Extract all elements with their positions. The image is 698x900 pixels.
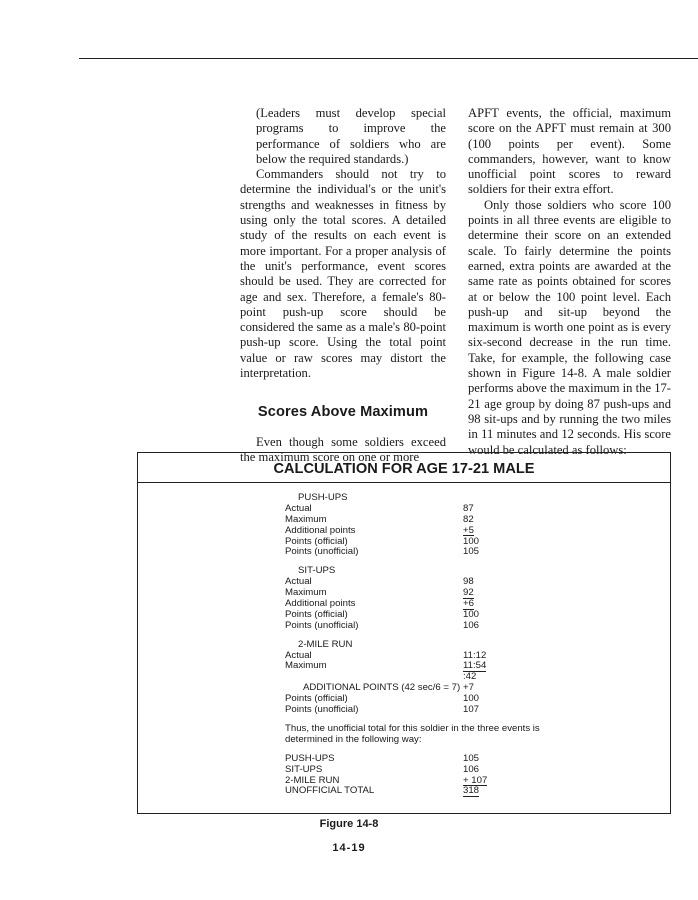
row-label: Maximum [285, 660, 327, 672]
table-row [285, 754, 585, 765]
table-row [285, 661, 585, 672]
row-value: 98 [463, 576, 474, 588]
table-row [285, 621, 585, 632]
row-value: +5 [463, 524, 474, 536]
table-row [285, 786, 585, 797]
table-row [285, 577, 585, 588]
calculation-figure [137, 452, 671, 814]
table-row [285, 547, 585, 558]
row-label: Maximum [285, 587, 327, 599]
row-value: +6 [463, 598, 474, 610]
row-value: + 107 [463, 774, 488, 786]
row-label: Additional points [285, 524, 356, 536]
table-row [285, 526, 585, 537]
row-label: SIT-UPS [285, 763, 323, 775]
row-value: 100 [463, 535, 480, 547]
row-value: +7 [463, 682, 474, 694]
row-value: 105 [463, 752, 480, 764]
row-value: 106 [463, 763, 480, 775]
row-value: 318 [463, 785, 480, 797]
situps-heading: SIT-UPS [298, 565, 336, 577]
row-label: Points (unofficial) [285, 704, 359, 716]
commanders-paragraph: Commanders should not try to determine the individual's or the unit's strengths and weaknesses in fitness by using only the total scores. A detailed study of the results on each event is more important. For a proper analysis of the unit's performance, event scores should be used. They are corrected for age and sex. Therefore, a female's 80-point push-up score should be considered the same as a male's 80-point push-up score. Using the total point value or raw scores may distort the interpretation. [240, 167, 446, 381]
figure-title-rule [138, 482, 670, 483]
table-row [285, 651, 585, 662]
row-value: 100 [463, 693, 480, 705]
row-label: UNOFFICIAL TOTAL [285, 785, 375, 797]
row-label: 2-MILE RUN [285, 774, 340, 786]
row-value: 92 [463, 587, 474, 599]
row-label: Points (unofficial) [285, 546, 359, 558]
row-label: Points (official) [285, 535, 348, 547]
row-value: 100 [463, 608, 480, 620]
row-value: 106 [463, 619, 480, 631]
row-label: Actual [285, 649, 312, 661]
additional-points-label: ADDITIONAL POINTS (42 sec/6 = 7) [303, 682, 461, 694]
section-heading: Scores Above Maximum [257, 404, 429, 421]
right-column [468, 106, 671, 458]
page-number: 14-19 [332, 842, 366, 854]
figure-caption: Figure 14-8 [319, 818, 379, 830]
table-row [285, 765, 585, 776]
run-heading: 2-MILE RUN [298, 638, 353, 650]
row-label: Points (official) [285, 608, 348, 620]
exceed-paragraph: Even though some soldiers exceed the maximum score on one or more [240, 434, 446, 464]
row-label: Maximum [285, 513, 327, 525]
left-column [240, 106, 446, 465]
row-label: Additional points [285, 598, 356, 610]
header-rule [79, 58, 698, 59]
row-value: 87 [463, 502, 474, 514]
extended-scale-paragraph: Only those soldiers who score 100 points in all three events are eligible to determine their score on an extended scale. To fairly determine the points earned, extra points are awarded at the same rate as points obtained for scores at or below the 100 point level. Each push-up and sit-up beyond the maximum is worth one point as is every six-second decrease in the run time. Take, for example, the following case shown in Figure 14-8. A male soldier performs above the maximum in the 17-21 age group by doing 87 push-ups and 98 sit-ups and by running the two miles in 11 minutes and 12 seconds. His score would be calculated as follows: [468, 197, 671, 457]
row-label: Actual [285, 502, 312, 514]
row-value: 105 [463, 546, 480, 558]
calculation-body [285, 493, 585, 797]
run-difference: :42 [463, 671, 477, 683]
row-label: Points (unofficial) [285, 619, 359, 631]
row-value: 11:12 [463, 649, 487, 661]
table-row [285, 705, 585, 716]
apft-paragraph: APFT events, the official, maximum score on the APFT must remain at 300 (100 points per event). Some commanders, however, want to know unofficial point scores to reward soldiers for their extra effort. [468, 106, 671, 197]
row-label: PUSH-UPS [285, 752, 335, 764]
row-value: 107 [463, 704, 480, 716]
row-value: 11:54 [463, 660, 487, 672]
summary-text: Thus, the unofficial total for this soldier in the three events is determined in the following way: [285, 722, 540, 745]
figure-title: CALCULATION FOR AGE 17-21 MALE [273, 461, 535, 477]
table-row [285, 504, 585, 515]
pushups-heading: PUSH-UPS [298, 492, 348, 503]
row-label: Actual [285, 576, 312, 588]
row-value: 82 [463, 513, 474, 525]
leaders-paragraph: (Leaders must develop special programs to improve the performance of soldiers who are below the required standards.) [256, 106, 446, 166]
row-label: Points (official) [285, 693, 348, 705]
